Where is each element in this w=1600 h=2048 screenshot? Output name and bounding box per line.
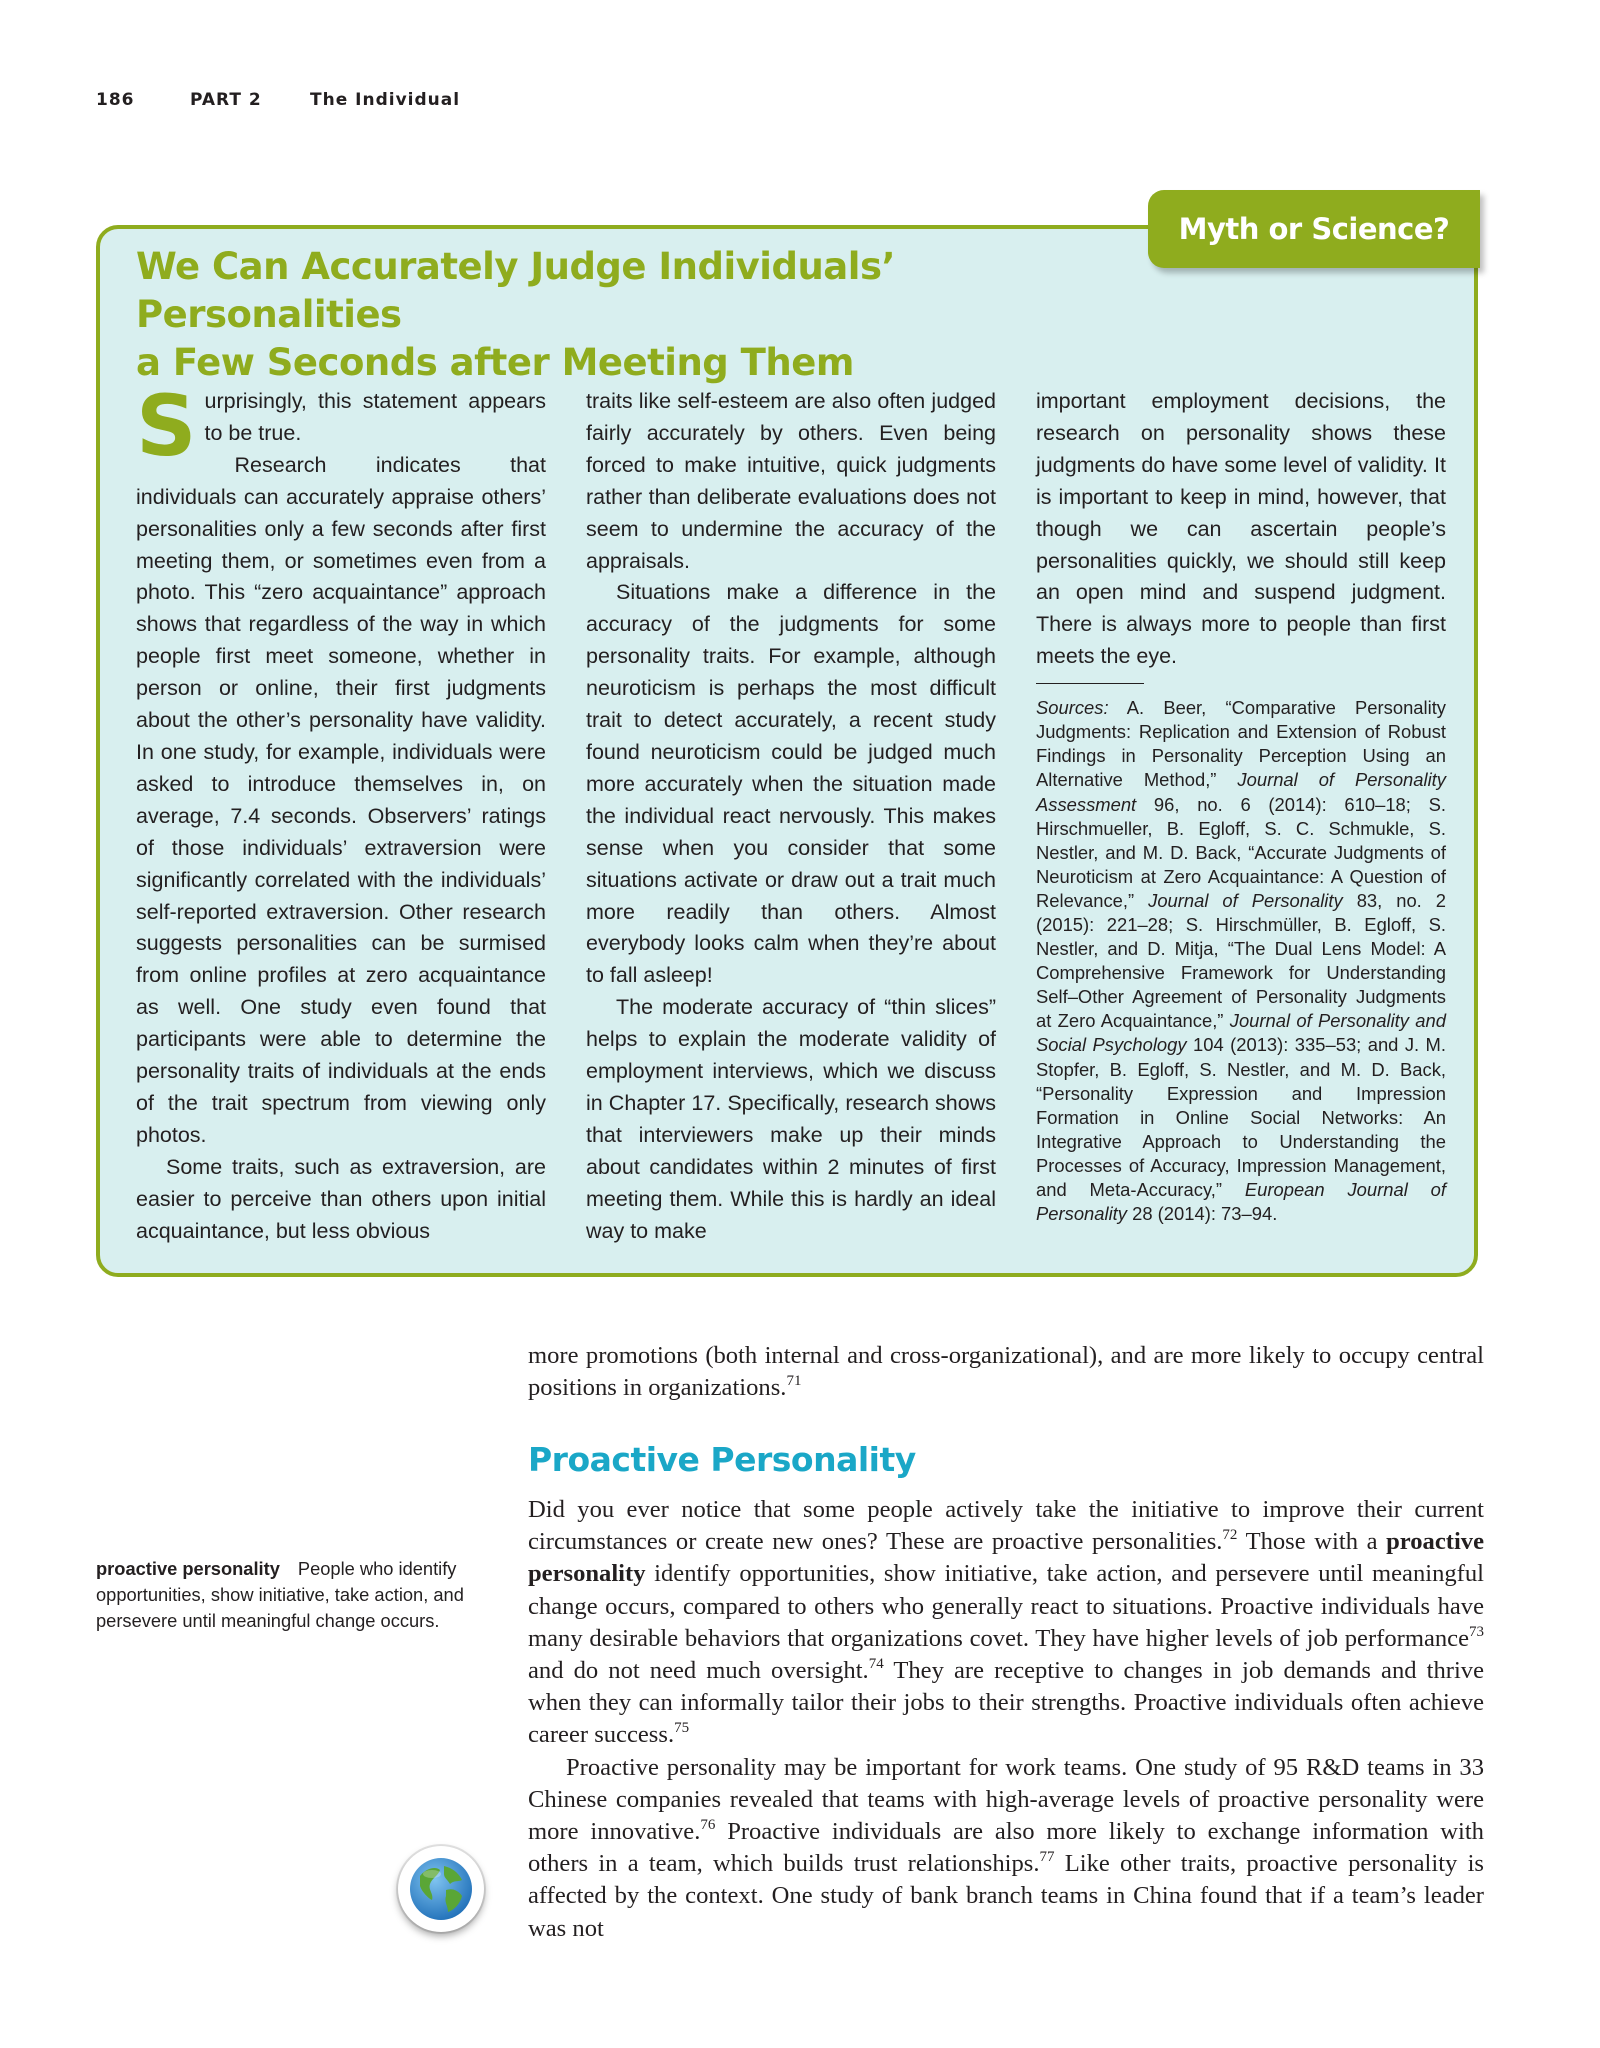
source-4-text: 104 (2013): 335–53; and J. M. Stopfer, B. Egloff, S. Nestler, and M. D. Back, “Personality Expression and Impression Formation in Online Social Networks: An Integrative Approach to Understanding the Processes of Accuracy, Impression Management, and Meta-Accuracy,” bbox=[1036, 1034, 1446, 1201]
myth-col2-paragraph-3: The moderate accuracy of “thin slices” helps to explain the moderate validity of employment interviews, which we discuss in Chapter 17. Specifically, research shows that interviewers make up their minds about candidates within 2 minutes of first meeting them. While this is hardly an ideal way to make bbox=[586, 995, 996, 1243]
source-2-journal: Journal of Personality bbox=[1148, 889, 1343, 911]
source-3-journal: Journal of Personality and Social Psychology bbox=[1036, 1010, 1446, 1056]
endnote-ref: 72 bbox=[1222, 1527, 1238, 1544]
endnote-ref: 76 bbox=[700, 1817, 716, 1834]
myth-col1-paragraph-1 bbox=[136, 377, 546, 475]
p1-text-a: Did you ever notice that some people actively take the initiative to improve their current circumstances or create new ones? These are proactive personalities. bbox=[528, 1496, 1484, 1556]
sources-divider bbox=[1036, 683, 1144, 684]
source-2-text: 96, no. 6 (2014): 610–18; S. Hirschmueller, B. Egloff, S. C. Schmukle, S. Nestler, and M. D. Back, “Accurate Judgments of Neuroticism at Zero Acquaintance: A Question of Relevance,” bbox=[1036, 793, 1446, 911]
drop-cap: S bbox=[136, 377, 197, 475]
source-4-journal: European Journal of Personality bbox=[1036, 1179, 1446, 1225]
myth-or-science-tab: Myth or Science? bbox=[1148, 190, 1480, 268]
myth-col2-paragraph-2: Situations make a difference in the accuracy of the judgments for some personality traits. For example, although neuroticism is perhaps the most difficult trait to detect accurately, a recent study found neuroticism could be judged much more accurately when the situation made the individual react nervously. This makes sense when you consider that some situations activate or draw out a trait much more readily than others. Almost everybody looks calm when they’re about to fall asleep! bbox=[586, 580, 996, 988]
myth-col3-paragraph-1: important employment decisions, the research on personality shows these judgments do have some level of validity. It is important to keep in mind, however, that though we can ascertain people’s personalities quickly, we should still keep an open mind and suspend judgment. There is always more to people than first meets the eye. bbox=[1036, 389, 1446, 669]
part-label: PART 2 bbox=[190, 90, 262, 110]
p2-text-b: Proactive individuals are also more likely to exchange information with others in a team, which builds trust relationships. bbox=[528, 1818, 1484, 1878]
endnote-ref: 74 bbox=[868, 1656, 884, 1673]
globe-icon[interactable] bbox=[398, 1846, 484, 1932]
sources-label: Sources: bbox=[1036, 697, 1109, 719]
myth-title-line-2: a Few Seconds after Meeting Them bbox=[136, 341, 854, 384]
myth-col1-p1-text: urprisingly, this statement appears to be true. bbox=[204, 389, 546, 445]
source-4-end: 28 (2014): 73–94. bbox=[1132, 1203, 1278, 1225]
body-paragraph-1 bbox=[528, 1494, 1484, 1752]
proactive-personality-body bbox=[528, 1494, 1484, 1945]
key-term: proactive personality bbox=[528, 1528, 1484, 1588]
p1-text-c: identify opportunities, show initiative, take action, and persevere until meaningful change occurs, compared to others who generally react to situations. Proactive individuals have many desirable behaviors that organizations covet. They have higher levels of job performance bbox=[528, 1560, 1484, 1652]
myth-column-3 bbox=[1036, 386, 1446, 1226]
myth-box-title bbox=[136, 243, 1096, 387]
myth-col1-paragraph-3: Some traits, such as extraversion, are easier to perceive than others upon initial acquaintance, but less obvious bbox=[136, 1154, 546, 1243]
source-1-journal: Journal of Personality Assessment bbox=[1036, 769, 1446, 815]
source-1-text: A. Beer, “Comparative Personality Judgments: Replication and Extension of Robust Findings in Personality Perception Using an Alternative Method,” bbox=[1036, 697, 1446, 791]
p2-text-c: Like other traits, proactive personality is affected by the context. One study of bank branch teams in China found that if a team’s leader was not bbox=[528, 1850, 1484, 1942]
myth-column-2 bbox=[586, 386, 996, 1247]
page-number: 186 bbox=[96, 90, 135, 110]
p1-text-d: and do not need much oversight. bbox=[528, 1657, 869, 1685]
continued-paragraph bbox=[528, 1340, 1484, 1404]
margin-definition bbox=[96, 1556, 480, 1634]
running-header bbox=[96, 90, 460, 110]
section-heading: Proactive Personality bbox=[528, 1440, 916, 1479]
sources-note bbox=[1036, 696, 1446, 1226]
endnote-ref: 71 bbox=[786, 1373, 802, 1390]
p2-text-a: Proactive personality may be important for work teams. One study of 95 R&D teams in 33 Chinese companies revealed that teams with high-average levels of proactive personality were more innovative. bbox=[528, 1753, 1484, 1846]
endnote-ref: 75 bbox=[674, 1720, 690, 1737]
body-paragraph-2 bbox=[528, 1752, 1484, 1945]
globe-icon-graphic bbox=[408, 1856, 474, 1922]
myth-column-1 bbox=[136, 377, 546, 1247]
source-3-text: 83, no. 2 (2015): 221–28; S. Hirschmüller, B. Egloff, S. Nestler, and D. Mitja, “The Dual Lens Model: A Comprehensive Framework for Understanding Self–Other Agreement of Personality Judgments at Zero Acquaintance,” bbox=[1036, 889, 1446, 1032]
continued-text: more promotions (both internal and cross-organizational), and are more likely to occupy central positions in organizations. bbox=[528, 1342, 1484, 1402]
margin-term: proactive personality bbox=[96, 1558, 280, 1579]
p1-text-b: Those with a bbox=[1237, 1528, 1387, 1556]
myth-col1-paragraph-2: Research indicates that individuals can accurately appraise others’ personalities only a few seconds after first meeting them, or sometimes even from a photo. This “zero acquaintance” approach shows that regardless of the way in which people first meet someone, whether in person or online, their first judgments about the other’s personality have validity. In one study, for example, individuals were asked to introduce themselves in, on average, 7.4 seconds. Observers’ ratings of those individuals’ extraversion were significantly correlated with the individuals’ self-reported extraversion. Other research suggests personalities can be surmised from online profiles at zero acquaintance as well. One study even found that participants were able to determine the personality traits of individuals at the ends of the trait spectrum from viewing only photos. bbox=[136, 452, 546, 1147]
margin-definition-text: People who identify opportunities, show initiative, take action, and persevere until meaningful change occurs. bbox=[96, 1558, 464, 1631]
endnote-ref: 73 bbox=[1469, 1623, 1484, 1640]
myth-title-line-1: We Can Accurately Judge Individuals’ Personalities bbox=[136, 245, 896, 336]
endnote-ref: 77 bbox=[1039, 1849, 1055, 1866]
p1-text-e: They are receptive to changes in job demands and thrive when they can informally tailor their jobs to their strengths. Proactive individuals often achieve career success. bbox=[528, 1657, 1484, 1749]
myth-col2-paragraph-1: traits like self-esteem are also often judged fairly accurately by others. Even being forced to make intuitive, quick judgments rather than deliberate evaluations does not seem to undermine the accuracy of the appraisals. bbox=[586, 389, 996, 573]
part-title: The Individual bbox=[310, 90, 461, 110]
